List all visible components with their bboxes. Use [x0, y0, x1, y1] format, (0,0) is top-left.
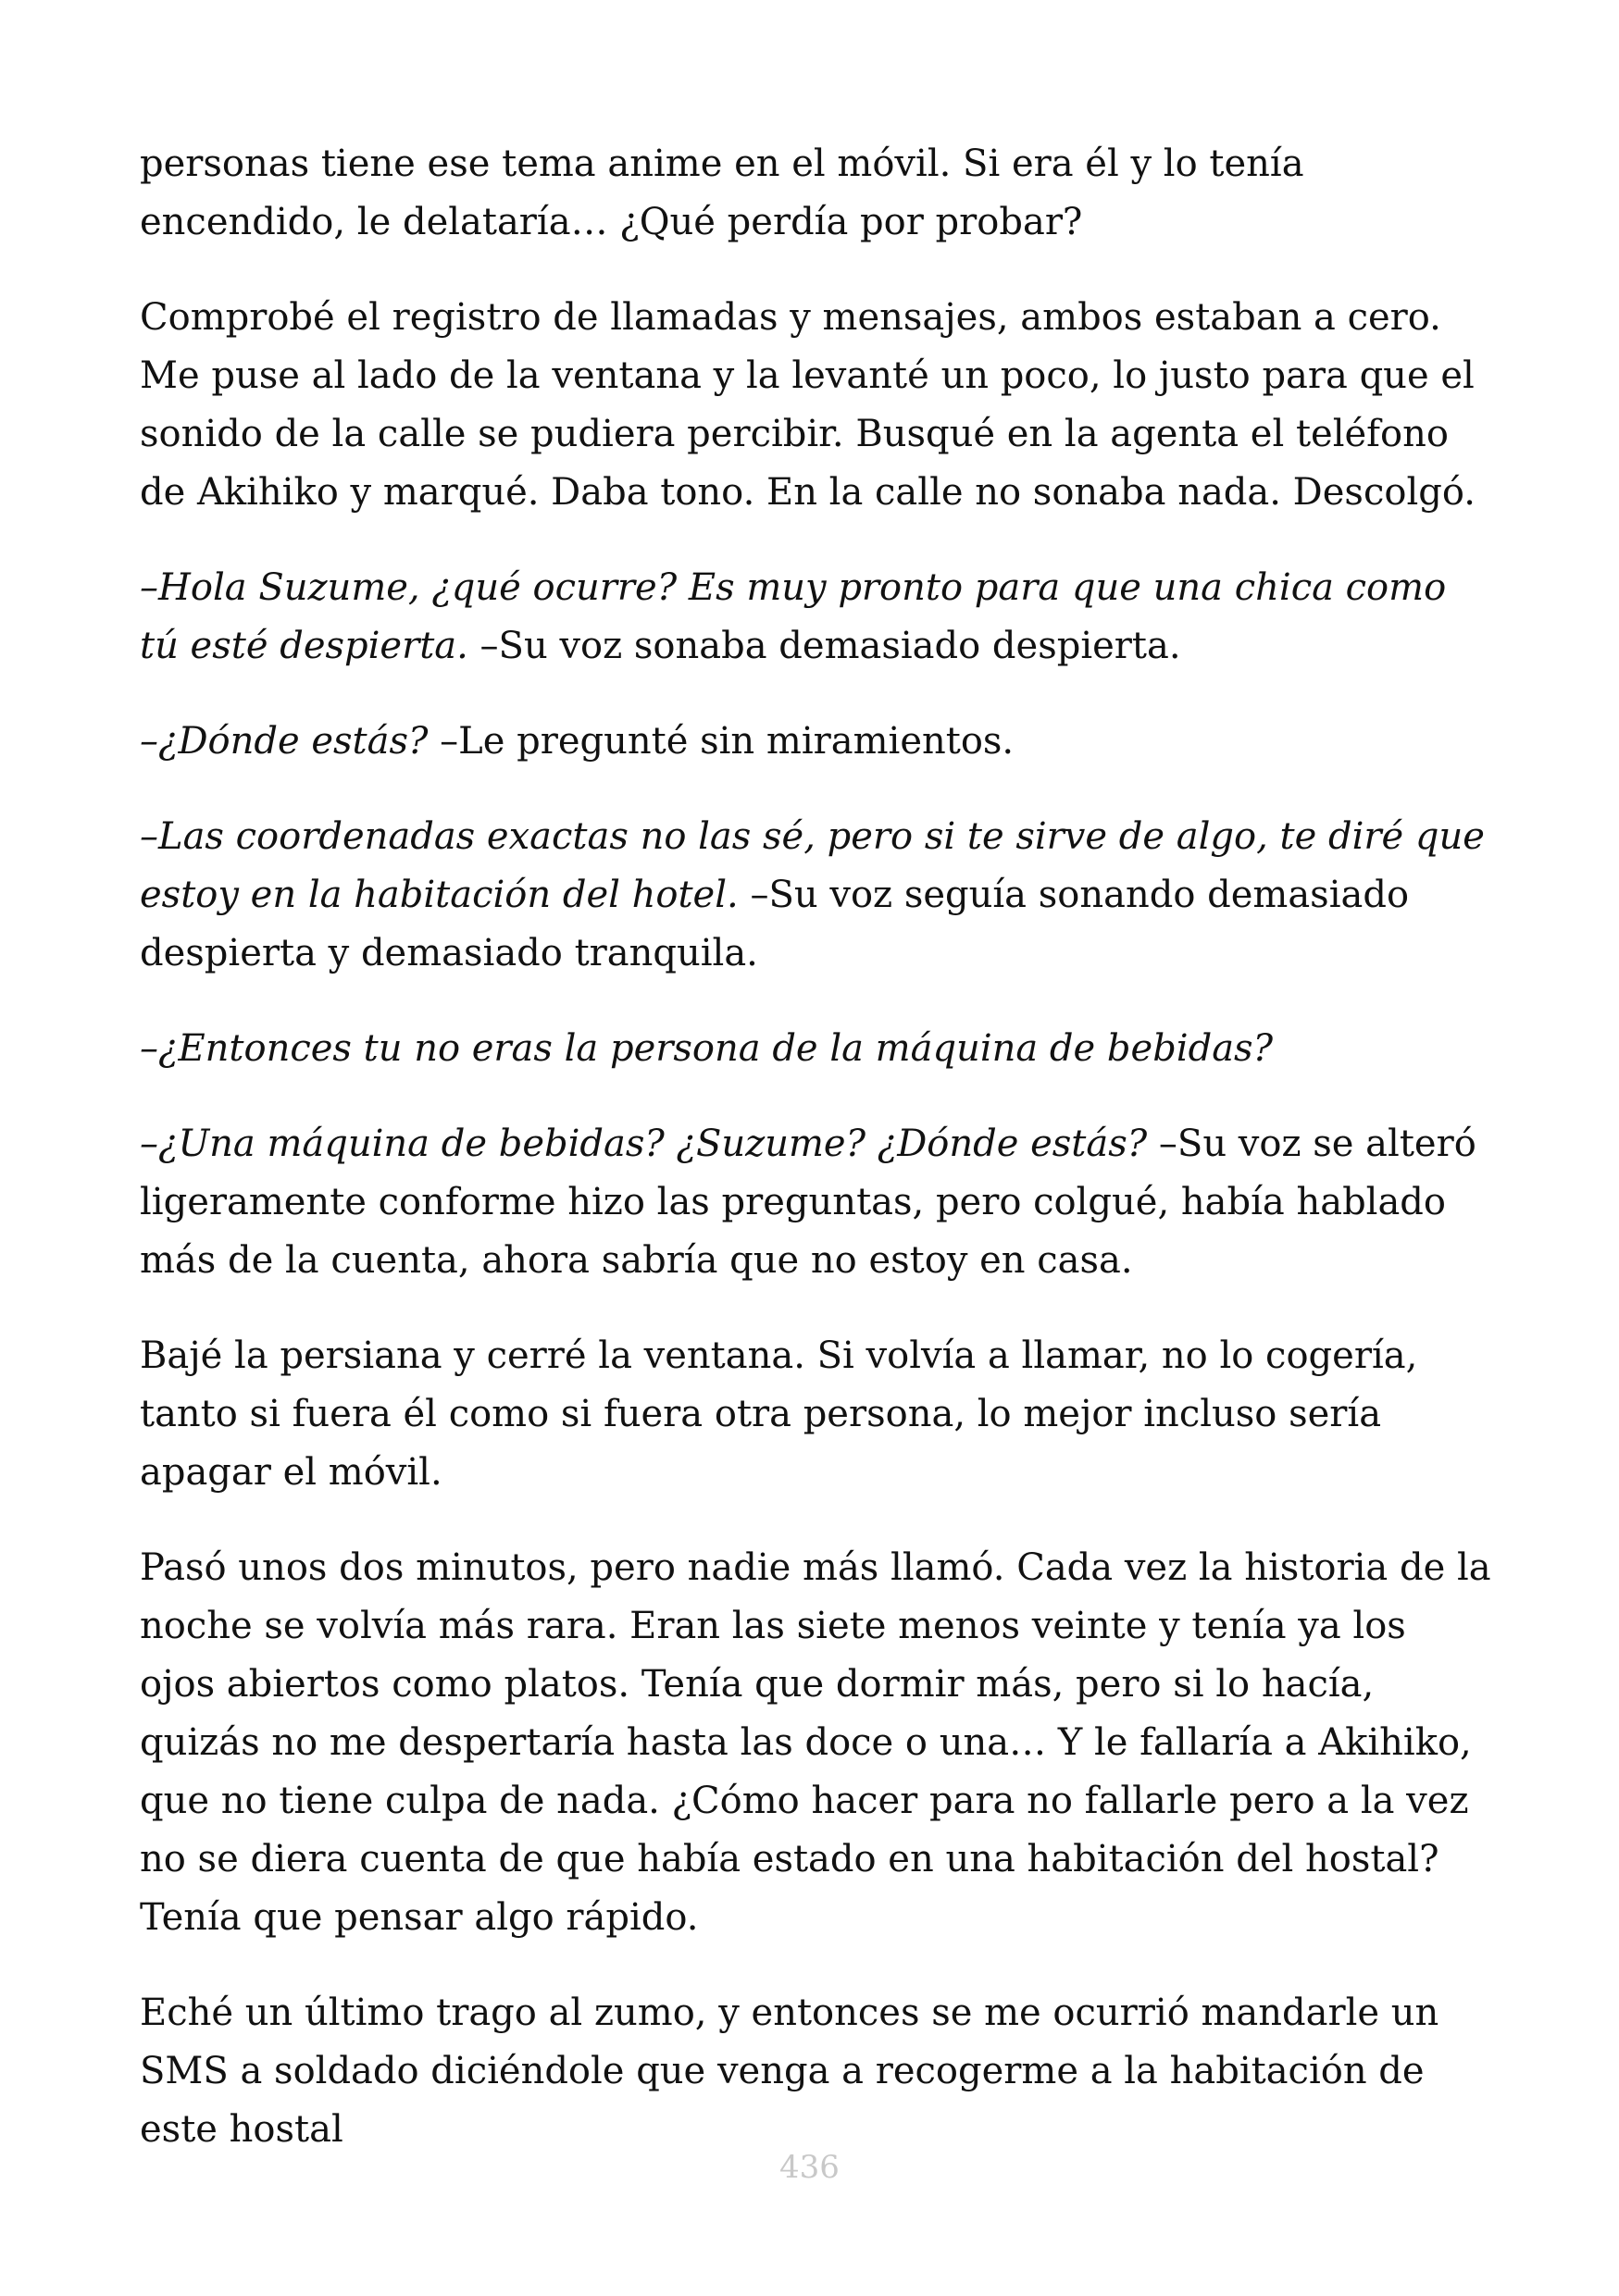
- paragraph: [140, 1539, 1491, 1947]
- text-segment: Bajé la persiana y cerré la ventana. Si volvía a llamar, no lo cogería, tanto si fuera él como si fuera otra persona, lo mejor incluso sería apagar el móvil.: [140, 1334, 1418, 1494]
- dialogue-paragraph: [140, 1115, 1491, 1290]
- narration-tag: –Su voz seguía sonando demasiado despierta y demasiado tranquila.: [140, 874, 1410, 974]
- dialogue-line: –Las coordenadas exactas no las sé, pero si te sirve de algo, te diré que estoy en la habitación del hotel.: [140, 815, 1485, 916]
- text-segment: Pasó unos dos minutos, pero nadie más llamó. Cada vez la historia de la noche se volvía más rara. Eran las siete menos veinte y tenía ya los ojos abiertos como platos. Tenía que dormir más, pero si lo hacía, quizás no me despertaría hasta las doce o una… Y le fallaría a Akihiko, que no tiene culpa de nada. ¿Cómo hacer para no fallarle pero a la vez no se diera cuenta de que había estado en una habitación del hostal? Tenía que pensar algo rápido.: [140, 1546, 1491, 1939]
- paragraph: [140, 289, 1491, 522]
- narration-tag: –Su voz se alteró ligeramente conforme hizo las preguntas, pero colgué, había hablado más de la cuenta, ahora sabría que no estoy en casa.: [140, 1123, 1476, 1282]
- text-segment: Comprobé el registro de llamadas y mensajes, ambos estaban a cero. Me puse al lado de la ventana y la levanté un poco, lo justo para que el sonido de la calle se pudiera percibir. Busqué en la agenta el teléfono de Akihiko y marqué. Daba tono. En la calle no sonaba nada. Descolgó.: [140, 296, 1476, 514]
- dialogue-paragraph: [140, 713, 1491, 771]
- paragraph: [140, 1327, 1491, 1502]
- dialogue-line: –¿Entonces tu no eras la persona de la máquina de bebidas?: [140, 1027, 1274, 1070]
- narration-tag: –Su voz sonaba demasiado despierta.: [467, 625, 1181, 667]
- body-text: [140, 135, 1491, 2159]
- dialogue-paragraph: [140, 1020, 1491, 1078]
- text-segment: Eché un último trago al zumo, y entonces se me ocurrió mandarle un SMS a soldado diciéndole que venga a recogerme a la habitación de este hostal: [140, 1992, 1439, 2151]
- paragraph: [140, 1984, 1491, 2159]
- narration-tag: –Le pregunté sin miramientos.: [428, 720, 1015, 763]
- dialogue-paragraph: [140, 808, 1491, 983]
- dialogue-paragraph: [140, 559, 1491, 676]
- dialogue-line: –¿Dónde estás?: [140, 720, 429, 763]
- paragraph: [140, 135, 1491, 252]
- dialogue-line: –¿Una máquina de bebidas? ¿Suzume? ¿Dónde estás?: [140, 1123, 1148, 1165]
- page-number: 436: [779, 2149, 840, 2186]
- text-segment: personas tiene ese tema anime en el móvil. Si era él y lo tenía encendido, le delataría… ¿Qué perdía por probar?: [140, 143, 1304, 243]
- dialogue-line: –Hola Suzume, ¿qué ocurre? Es muy pronto para que una chica como tú esté despierta.: [140, 566, 1447, 667]
